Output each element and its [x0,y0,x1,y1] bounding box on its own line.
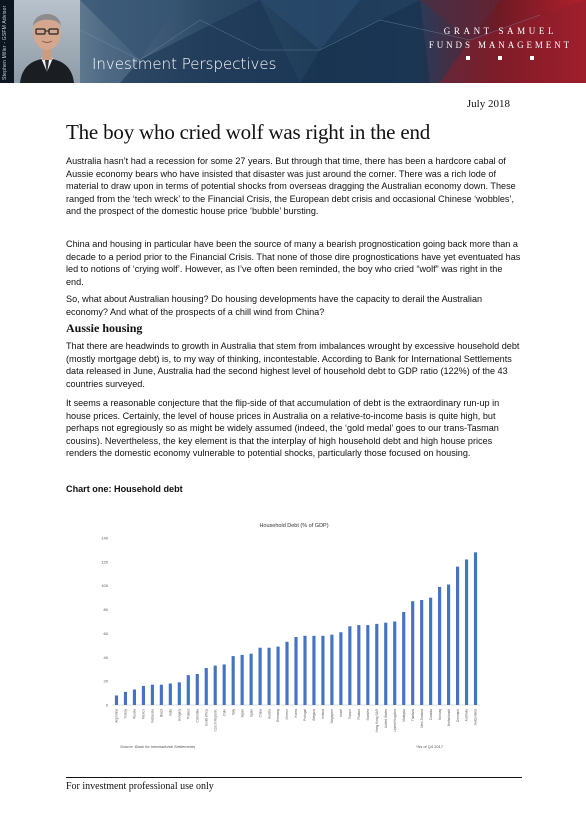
article-title: The boy who cried wolf was right in the end [66,120,431,144]
x-tick-label: New Zealand [419,709,424,728]
x-tick-label: Mexico [141,709,146,720]
paragraph: China and housing in particular have been the source of many a bearish prognostication going back more than a decade to a period prior to the Financial Crisis. That none of those dire prognostications have yet eventuated has led to notions of ‘crying wolf’. However, as I’ve often been reminded, the boy who cried “wolf” was right in the end. [66,239,521,287]
chart-bar [348,626,351,705]
x-tick-label: Hungary [177,709,182,722]
x-tick-label: Sweden [366,709,371,721]
brand-name: GRANT SAMUEL [443,26,558,36]
chart-bar [178,682,181,705]
chart-bar [447,585,450,705]
x-tick-label: Korea [294,709,299,718]
y-tick-label: 0 [105,702,108,708]
household-debt-chart [94,520,494,755]
x-tick-label: Italy [231,709,236,715]
x-tick-label: Denmark [455,709,460,722]
chart-bar [411,601,414,705]
x-tick-label: Poland [186,709,191,719]
y-tick-label: 40 [103,654,108,660]
chart-bar [250,654,253,705]
x-tick-label: Australia [464,709,469,722]
paragraph: Australia hasn’t had a recession for some 27 years. But through that time, there has been a hardcore cabal of Aussie economy bears who have insisted that disaster was just around the corner. There was a rich lode of material to draw upon in terms of potential shocks from overseas dragging the Australian economy down. These ranged from the ‘tech wreck’ to the Financial Crisis, the European debt crisis and occasional Chinese ‘wobbles’, and the prospect of the domestic house price ‘bubble’ bursting. [66,156,516,217]
publication-date: July 2018 [466,98,510,110]
x-tick-label: Argentina [114,709,119,723]
y-tick-label: 20 [103,678,108,684]
x-tick-label: Spain [249,709,254,718]
chart-bar [474,552,477,705]
y-tick-label: 120 [101,559,108,565]
x-tick-label: Thailand [410,709,415,722]
brand-subtitle: FUNDS MANAGEMENT [428,40,572,50]
header-banner [0,0,586,83]
chart-bar [241,655,244,705]
chart-bar [402,612,405,705]
footer-divider [66,777,522,778]
chart-caption: Chart one: Household debt [66,484,183,494]
x-tick-label: Ireland [321,709,326,719]
x-tick-label: Israel [339,709,344,717]
chart-bar [223,664,226,705]
footer-text: For investment professional use only [66,781,214,792]
chart-bar [366,625,369,705]
chart-source: Source: Bank for International Settlements [120,744,196,749]
x-tick-label: Norway [437,709,442,720]
chart-bar [285,642,288,705]
chart-bar [438,587,441,705]
section-title: Investment Perspectives [92,55,277,73]
y-tick-label: 140 [101,535,108,541]
x-tick-label: France [348,709,353,719]
chart-bar [133,689,136,705]
x-tick-label: Czech Republic [213,709,218,732]
chart-bar [420,600,423,705]
x-tick-label: Austria [267,709,272,719]
author-credit-strip [0,0,14,83]
y-tick-label: 100 [101,583,108,589]
chart-bar [303,636,306,705]
chart-bar [151,685,154,705]
x-tick-label: Colombia [195,709,200,723]
x-tick-label: Singapore [330,709,335,724]
x-tick-label: China [258,709,263,718]
chart-bar [465,559,468,705]
x-tick-label: United Kingdom [392,709,397,732]
x-tick-label: Japan [240,709,245,718]
x-tick-label: Malaysia [401,709,406,722]
intro-body-2 [66,238,522,288]
brand-logo [429,26,572,60]
chart-bar [429,598,432,705]
chart-bar [160,685,163,705]
x-tick-label: Hong Kong SAR [374,709,379,733]
chart-bar [339,632,342,705]
x-tick-label: Russia [132,709,137,719]
y-tick-label: 80 [103,607,108,613]
section-heading: Aussie housing [66,321,143,335]
x-tick-label: Greece [285,709,290,720]
paragraph: So, what about Australian housing? Do housing developments have the capacity to derail the Australian economy? And what of the prospects of a chill wind from China? [66,294,483,317]
chart-bar [276,647,279,705]
x-tick-label: Germany [276,709,281,723]
x-tick-label: Portugal [303,709,308,721]
chart-bar [187,675,190,705]
x-tick-label: Turkey [123,709,128,719]
chart-bar [124,692,127,705]
author-photo [14,0,80,83]
paragraph: That there are headwinds to growth in Australia that stem from imbalances wrought by excessive household debt (mostly mortgage debt) is, to my way of thinking, incontestable. According to Bank for International Settlements data released in June, Australia had the second highest level of household debt to GDP ratio (122%) of the 43 countries surveyed. [66,341,520,389]
x-tick-label: Chile [222,709,227,717]
chart-bar [205,668,208,705]
chart-bar [384,623,387,705]
chart-bar [142,686,145,705]
x-tick-label: South Africa [204,709,209,727]
intro-body [66,155,522,218]
chart-bar [456,567,459,705]
x-tick-label: Canada [428,709,433,721]
chart-bar [357,625,360,705]
chart-title: Household Debt (% of GDP) [259,523,329,529]
x-tick-label: Switzerland [473,709,478,726]
intro-body-3 [66,293,522,318]
y-tick-label: 60 [103,630,108,636]
x-tick-label: Indonesia [150,709,155,723]
chart-bar [268,648,271,705]
paragraph: It seems a reasonable conjecture that the flip-side of that accumulation of debt is the extraordinary run-up in house prices. Certainly, the level of house prices in Australia on a relative-to-income basis is quite high, but perhaps not egregiously so as might be widely assumed (indeed, the ‘gold medal’ goes to our trans-Tasman cousins). Nevertheless, the key element is that the interplay of high household debt and high house prices renders the domestic economy vulnerable to potential shocks, particularly those focused on housing. [66,398,500,459]
chart-bar [214,666,217,705]
x-tick-label: Brazil [159,709,164,717]
section-body-2 [66,397,522,460]
chart-bar [169,684,172,705]
chart-bar [375,624,378,705]
chart-bar [312,636,315,705]
chart-bar [115,695,118,705]
author-credit: Stephen Miller - GSFM Advisor [2,5,8,80]
chart-bar [294,637,297,705]
section-body [66,340,522,390]
chart-note: *As of Q4 2017 [416,744,444,749]
x-tick-label: Netherlands [446,709,451,727]
chart-bar [196,674,199,705]
chart-bar [321,636,324,705]
x-tick-label: Finland [357,709,362,720]
chart-bar [259,648,262,705]
chart-bar [393,622,396,706]
x-tick-label: United States [383,709,388,729]
chart-bar [330,635,333,705]
chart-bar [232,656,235,705]
x-tick-label: Belgium [312,709,317,721]
x-tick-label: India [168,709,173,716]
brand-dots [429,56,572,60]
